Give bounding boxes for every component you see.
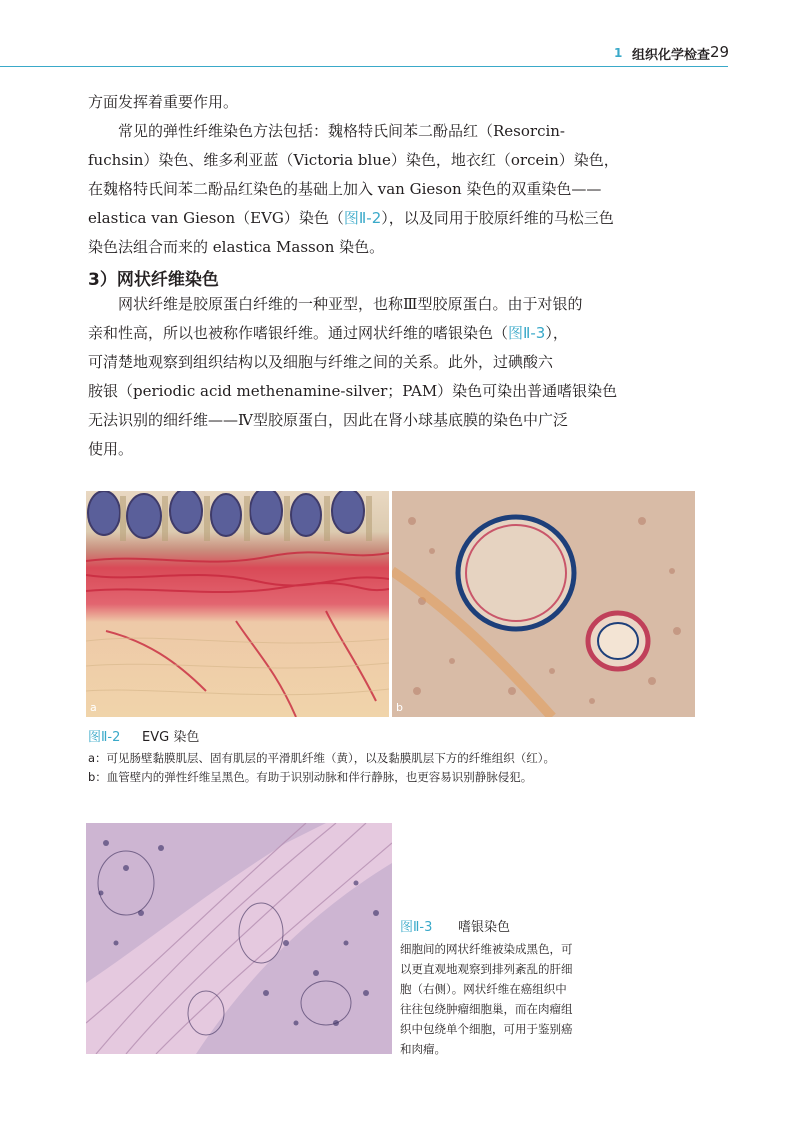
text-line: 网状纤维是胶原蛋白纤维的一种亚型，也称Ⅲ型胶原蛋白。由于对银的 xyxy=(118,295,583,313)
figure-2-caption-b: b：血管壁内的弹性纤维呈黑色。有助于识别动脉和伴行静脉，也更容易识别静脉侵犯。 xyxy=(88,770,533,784)
paragraph-1 xyxy=(88,88,700,117)
chapter-number: 1 xyxy=(614,46,623,60)
text-line xyxy=(88,204,700,233)
section-heading: 3）网状纤维染色 xyxy=(88,270,219,290)
text-span: ），以及同用于胶原纤维的马松三色 xyxy=(381,209,614,227)
figure-ref-link[interactable]: 图Ⅱ-2 xyxy=(343,209,382,227)
chapter-title: 组织化学检查 xyxy=(632,48,711,63)
text-line: 染色法组合而来的 elastica Masson 染色。 xyxy=(88,238,385,256)
histology-image xyxy=(86,823,392,1054)
text-line: 常见的弹性纤维染色方法包括：魏格特氏间苯二酚品红（Resorcin- xyxy=(118,122,565,140)
figure-3-label: 图Ⅱ-3 xyxy=(400,920,433,935)
text-line: 可清楚地观察到组织结构以及细胞与纤维之间的关系。此外，过碘酸六 xyxy=(88,353,554,371)
figure-3-caption-line: 细胞间的网状纤维被染成黑色，可 xyxy=(400,942,573,956)
figure-3-caption-line: 和肉瘤。 xyxy=(400,1042,446,1056)
figure-ref-link[interactable]: 图Ⅱ-3 xyxy=(508,324,546,342)
page-number: 29 xyxy=(710,43,730,61)
paragraph-3 xyxy=(88,290,700,464)
figure-2-label: 图Ⅱ-2 xyxy=(88,730,121,745)
text-line: fuchsin）染色、维多利亚蓝（Victoria blue）染色，地衣红（orcein）染色， xyxy=(88,151,619,169)
text-line: 无法识别的细纤维——Ⅳ型胶原蛋白，因此在肾小球基底膜的染色中广泛 xyxy=(88,411,568,429)
figure-3-caption-line: 织中包绕单个细胞，可用于鉴别癌 xyxy=(400,1022,573,1036)
figure-3-caption-line: 往往包绕肿瘤细胞巢，而在肉瘤组 xyxy=(400,1002,573,1016)
text-line: 胺银（periodic acid methenamine-silver；PAM）染色可染出普通嗜银染色 xyxy=(88,382,618,400)
figure-3-caption-line: 以更直观地观察到排列紊乱的肝细 xyxy=(400,962,573,976)
figure-2a-micrograph xyxy=(86,491,389,717)
histology-image xyxy=(86,491,389,717)
text-line: 使用。 xyxy=(88,440,134,458)
text-span: ）， xyxy=(545,324,568,342)
panel-letter-b: b xyxy=(396,701,403,714)
figure-3-micrograph xyxy=(86,823,392,1054)
text-span: elastica van Gieson（EVG）染色（ xyxy=(88,209,344,227)
figure-2b-micrograph xyxy=(392,491,695,717)
paragraph-2 xyxy=(88,117,700,262)
figure-2-caption-a: a：可见肠壁黏膜肌层、固有肌层的平滑肌纤维（黄），以及黏膜肌层下方的纤维组织（红）。 xyxy=(88,751,556,765)
header-rule xyxy=(0,66,728,67)
text-line xyxy=(88,319,700,348)
figure-2-title: EVG 染色 xyxy=(142,730,200,745)
text-span: 亲和性高，所以也被称作嗜银纤维。通过网状纤维的嗜银染色（ xyxy=(88,324,509,342)
text-line: 方面发挥着重要作用。 xyxy=(88,93,239,111)
figure-3-caption-line: 胞（右侧）。网状纤维在癌组织中 xyxy=(400,982,567,996)
text-line: 在魏格特氏间苯二酚品红染色的基础上加入 van Gieson 染色的双重染色—— xyxy=(88,180,602,198)
figure-3-title: 嗜银染色 xyxy=(458,920,511,935)
histology-image xyxy=(392,491,695,717)
panel-letter-a: a xyxy=(90,701,97,714)
